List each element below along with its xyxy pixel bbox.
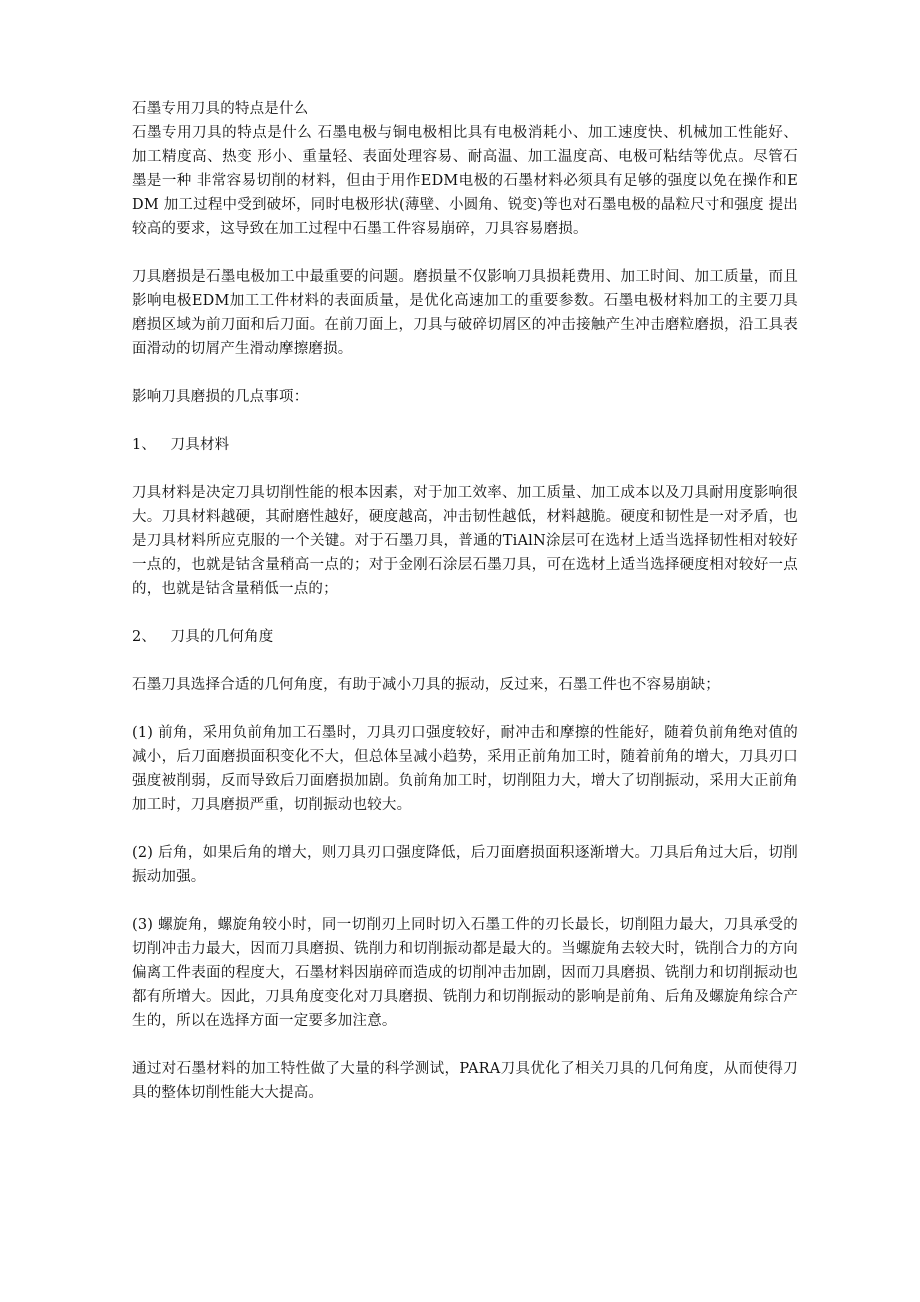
section1-heading: 1、 刀具材料 [132, 437, 230, 453]
list-item-rake-angle: (1) 前角，采用负前角加工石墨时，刀具刃口强度较好，耐冲击和摩擦的性能好，随着负前角绝对值的减小，后刀面磨损面积变化不大，但总体呈减小趋势，采用正前角加工时，随着前角的增大，刀具刃口强度被削弱，反而导致后刀面磨损加剧。负前角加工时，切削阻力大，增大了切削振动，采用大正前角加工时，刀具磨损严重，切削振动也较大。 [132, 725, 798, 813]
intro-paragraph: 石墨专用刀具的特点是什么 石墨电极与铜电极相比具有电极消耗小、加工速度快、机械加工性能好、加工精度高、热变 形小、重量轻、表面处理容易、耐高温、加工温度高、电极可粘结等优点。尽管石墨是一种 非常容易切削的材料，但由于用作EDM电极的石墨材料必须具有足够的强度以免在操作和EDM 加工过程中受到破坏，同时电极形状(薄壁、小圆角、锐变)等也对石墨电极的晶粒尺寸和强度 提出较高的要求，这导致在加工过程中石墨工件容易崩碎，刀具容易磨损。 [132, 125, 798, 237]
wear-paragraph: 刀具磨损是石墨电极加工中最重要的问题。磨损量不仅影响刀具损耗费用、加工时间、加工质量，而且影响电极EDM加工工件材料的表面质量，是优化高速加工的重要参数。石墨电极材料加工的主要刀具磨损区域为前刀面和后刀面。在前刀面上，刀具与破碎切屑区的冲击接触产生冲击磨粒磨损，沿工具表面滑动的切屑产生滑动摩擦磨损。 [132, 269, 798, 357]
section2-heading: 2、 刀具的几何角度 [132, 629, 274, 645]
section1-paragraph: 刀具材料是决定刀具切削性能的根本因素，对于加工效率、加工质量、加工成本以及刀具耐用度影响很大。刀具材料越硬，其耐磨性越好，硬度越高，冲击韧性越低，材料越脆。硬度和韧性是一对矛盾，也是刀具材料所应克服的一个关键。对于石墨刀具，普通的TiAlN涂层可在选材上适当选择韧性相对较好一点的，也就是钴含量稍高一点的；对于金刚石涂层石墨刀具，可在选材上适当选择硬度相对较好一点的，也就是钴含量稍低一点的； [132, 485, 798, 597]
factors-heading: 影响刀具磨损的几点事项： [132, 389, 309, 405]
list-item-clearance-angle: (2) 后角，如果后角的增大，则刀具刃口强度降低，后刀面磨损面积逐渐增大。刀具后角过大后，切削振动加强。 [132, 845, 798, 885]
conclusion-paragraph: 通过对石墨材料的加工特性做了大量的科学测试，PARA刀具优化了相关刀具的几何角度，从而使得刀具的整体切削性能大大提高。 [132, 1061, 798, 1101]
section2-paragraph: 石墨刀具选择合适的几何角度，有助于减小刀具的振动，反过来，石墨工件也不容易崩缺； [132, 677, 720, 693]
document-body [132, 97, 798, 1105]
list-item-helix-angle: (3) 螺旋角，螺旋角较小时，同一切削刃上同时切入石墨工件的刃长最长，切削阻力最大，刀具承受的切削冲击力最大，因而刀具磨损、铣削力和切削振动都是最大的。当螺旋角去较大时，铣削合力的方向偏离工件表面的程度大，石墨材料因崩碎而造成的切削冲击加剧，因而刀具磨损、铣削力和切削振动也都有所增大。因此，刀具角度变化对刀具磨损、铣削力和切削振动的影响是前角、后角及螺旋角综合产生的，所以在选择方面一定要多加注意。 [132, 917, 798, 1029]
document-title: 石墨专用刀具的特点是什么 [132, 101, 309, 117]
